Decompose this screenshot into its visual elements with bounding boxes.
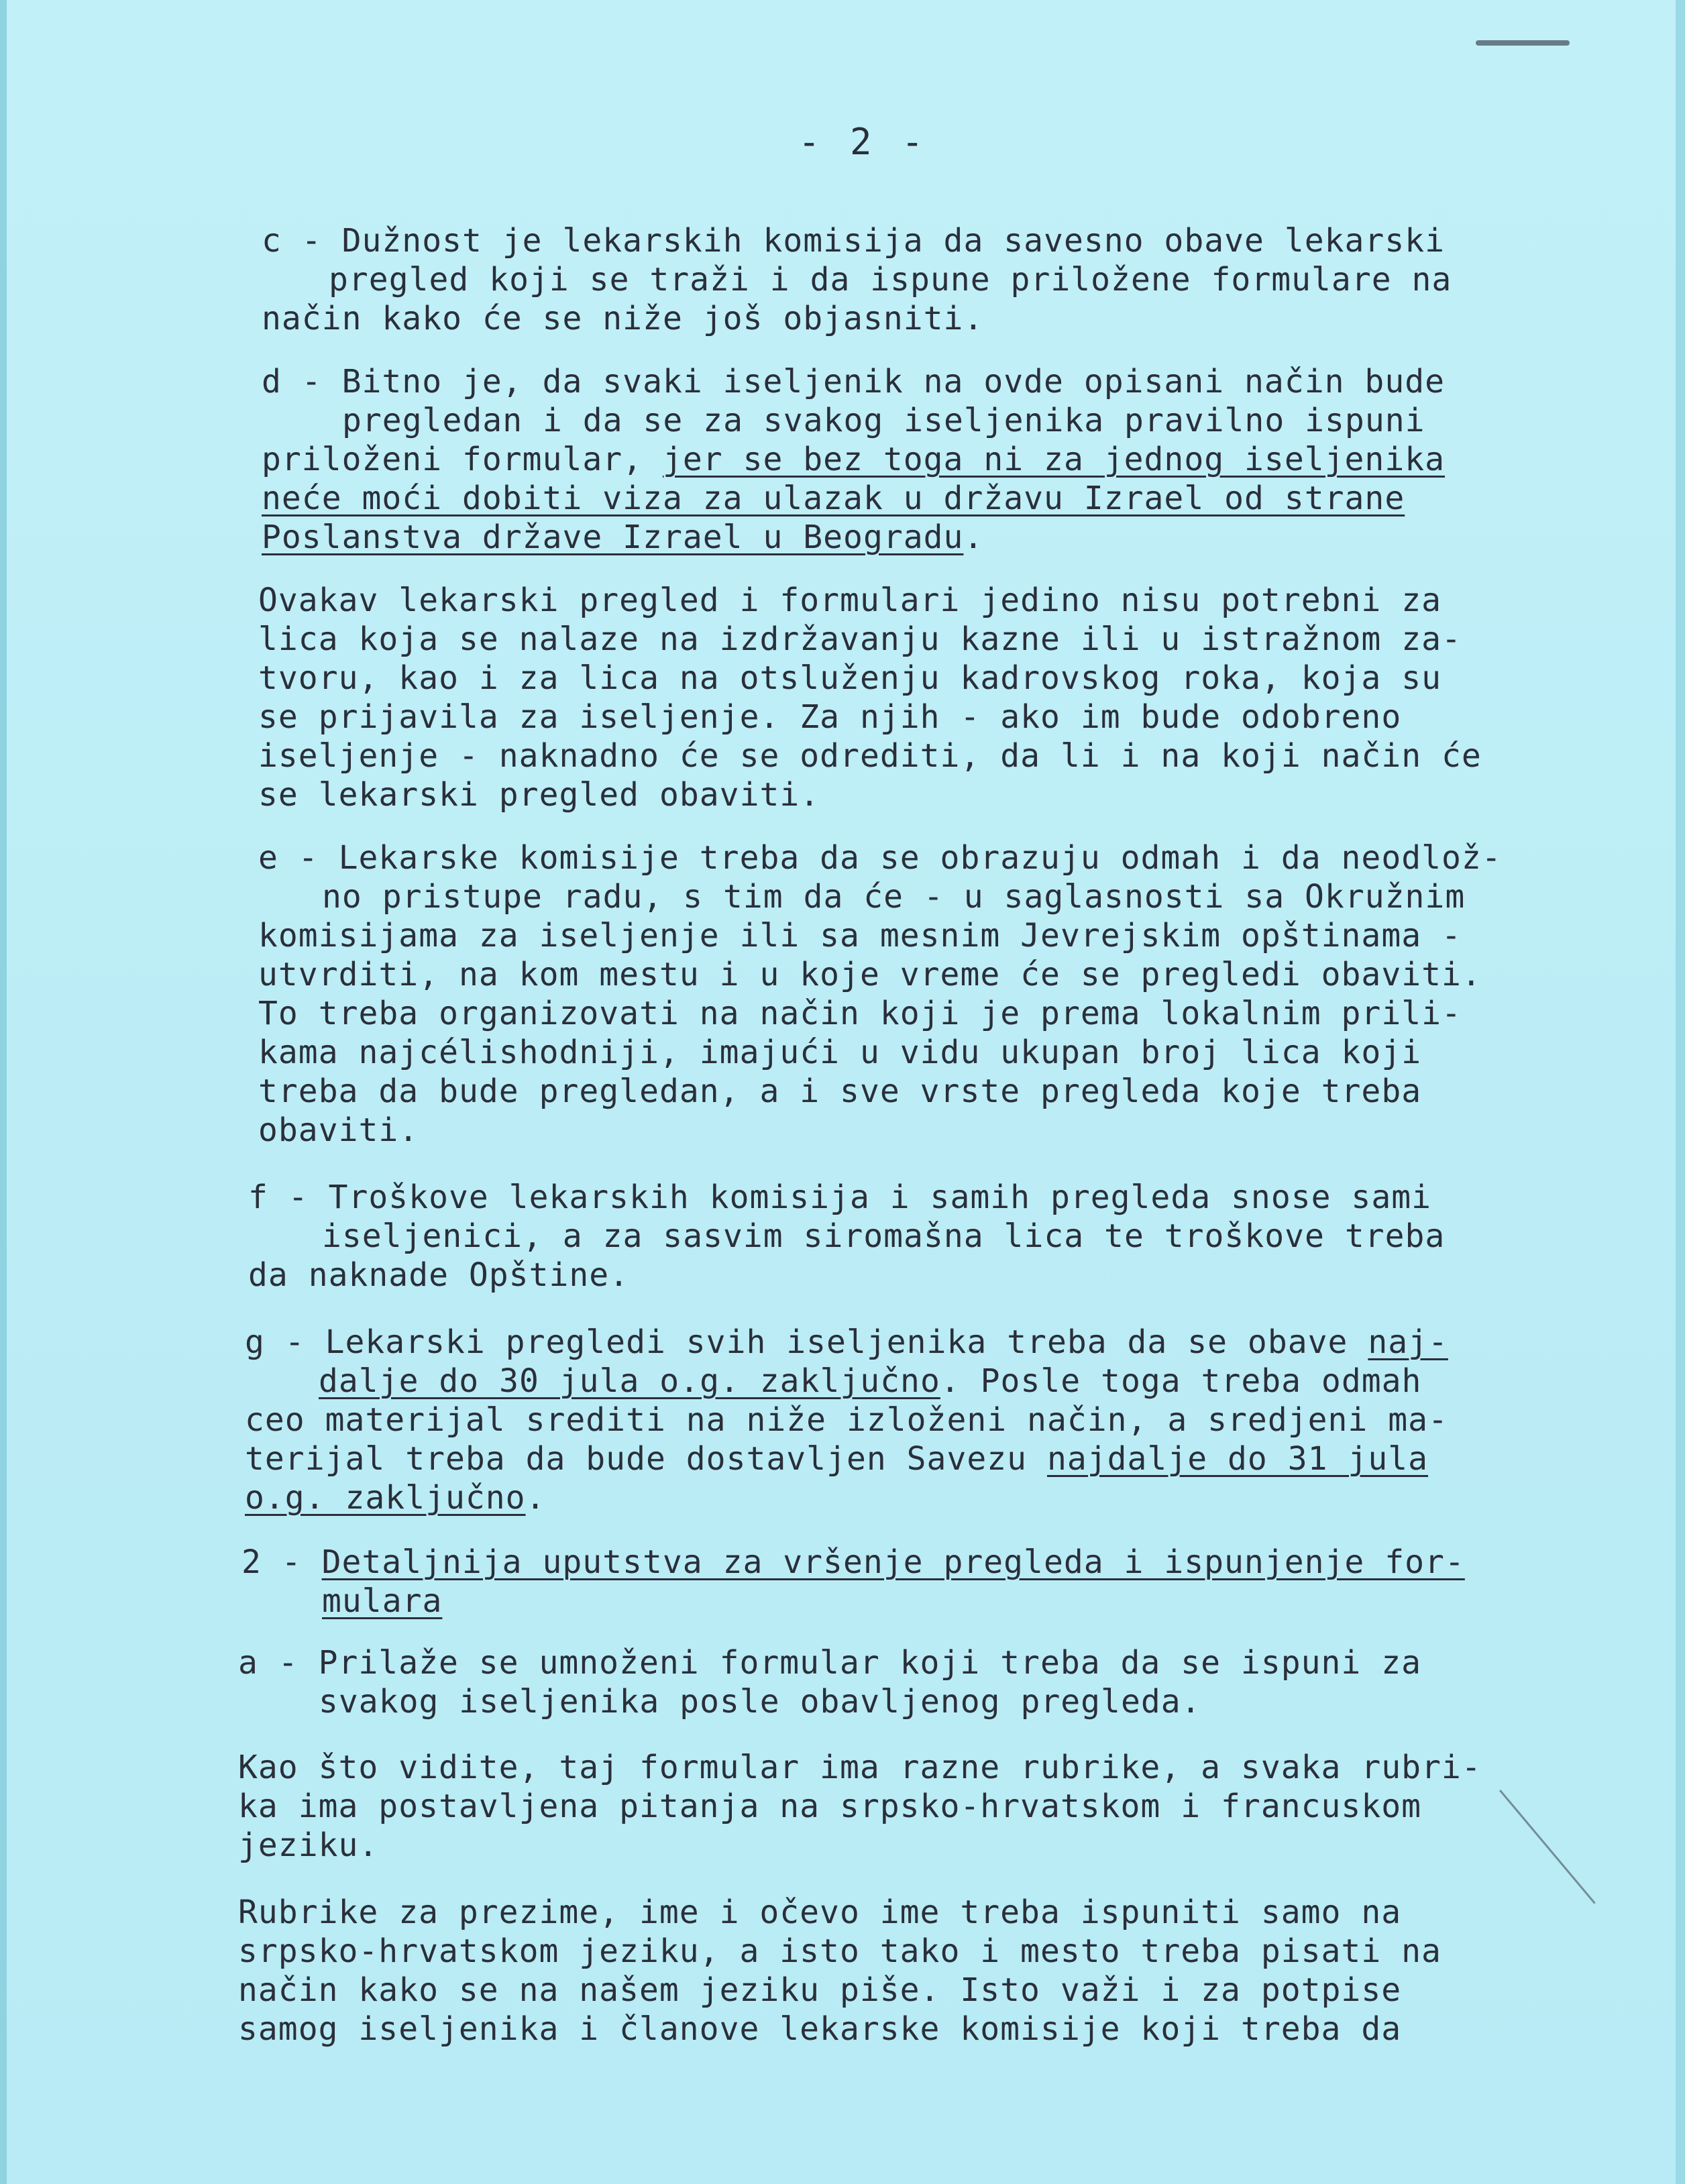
text-segment: se lekarski pregled obaviti. [258,776,820,814]
text-segment: priloženi formular, [262,441,663,478]
text-line [248,1178,1431,1217]
text-segment: lica koja se nalaze na izdržavanju kazne ili u istražnom za- [258,620,1462,658]
text-line [258,659,1442,698]
underlined-text: najdalje do 31 jula [1046,1440,1429,1478]
underlined-text: neće moći dobiti viza za ulazak u državu Izrael od strane [262,480,1405,517]
text-line [322,877,1465,916]
text-segment: pregledan i da se za svakog iseljenika pravilno ispuni [342,402,1425,439]
text-segment: svakog iseljenika posle obavljenog pregleda. [319,1683,1201,1721]
text-line [258,736,1482,775]
text-line [262,221,1445,260]
text-segment: 2 - [241,1543,322,1581]
text-segment: treba da bude pregledan, a i sve vrste pregleda koje treba [258,1073,1422,1110]
underlined-text: Poslanstva države Izrael u Beogradu [262,518,964,556]
underlined-text: o.g. zaključno [245,1479,526,1517]
text-segment: utvrditi, na kom mestu i u koje vreme će se pregledi obaviti. [258,956,1482,993]
text-segment: terijal treba da bude dostavljen Savezu [245,1440,1047,1478]
text-segment: kama najcélishodniji, imajući u vidu ukupan broj lica koji [258,1034,1422,1071]
text-segment: no pristupe radu, s tim da će - u saglasnosti sa Okružnim [322,878,1466,916]
text-line [238,1932,1442,1971]
text-segment: srpsko-hrvatskom jeziku, a isto tako i mesto treba pisati na [238,1932,1442,1970]
text-line [238,1826,378,1865]
text-segment: . [525,1479,546,1517]
text-segment: d - Bitno je, da svaki iseljenik na ovde opisani način bude [262,363,1446,400]
text-segment: ceo materijal srediti na niže izloženi način, a sredjeni ma- [245,1401,1448,1439]
text-line [258,775,820,814]
underlined-text: naj- [1368,1323,1448,1361]
text-line [258,620,1462,659]
text-line [245,1478,545,1517]
text-line [238,1748,1482,1787]
text-segment: obaviti. [258,1111,419,1149]
underlined-text: jer se bez toga ni za jednog iseljenika [662,441,1446,478]
text-segment: Kao što vidite, taj formular ima razne rubrike, a svaka rubri- [238,1749,1482,1786]
text-segment: g - Lekarski pregledi svih iseljenika treba da se obave [245,1323,1368,1361]
text-segment: . Posle toga treba odmah [940,1362,1422,1400]
pen-stroke [1499,1790,1596,1904]
text-segment: tvoru, kao i za lica na otsluženju kadrovskog roka, koja su [258,659,1442,697]
underlined-text: Detaljnija uputstva za vršenje pregleda i ispunjenje for- [321,1543,1465,1581]
text-line [262,479,1405,518]
text-line [238,1893,1401,1932]
text-line [262,518,983,557]
text-segment: f - Troškove lekarskih komisija i samih pregleda snose sami [248,1179,1432,1216]
text-line [258,955,1482,994]
text-segment: pregled koji se traži i da ispune priložene formulare na [329,261,1452,298]
text-line [245,1439,1428,1478]
text-segment: se prijavila za iseljenje. Za njih - ako im bude odobreno [258,698,1402,736]
text-line [319,1362,1421,1401]
text-line [322,1582,442,1621]
text-segment: Ovakav lekarski pregled i formulari jedino nisu potrebni za [258,582,1442,619]
text-line [248,1256,629,1295]
text-line [238,1971,1401,2010]
scan-edge-right [1676,0,1685,2184]
page-number: - 2 - [798,121,928,163]
text-line [241,1543,1465,1582]
text-line [329,260,1452,299]
text-segment: način kako se na našem jeziku piše. Isto važi i za potpise [238,1971,1402,2009]
text-segment: To treba organizovati na način koji je prema lokalnim prili- [258,995,1462,1032]
text-line [262,362,1445,401]
text-line [258,581,1442,620]
text-segment: Rubrike za prezime, ime i očevo ime treba ispuniti samo na [238,1894,1402,1931]
text-segment: c - Dužnost je lekarskih komisija da savesno obave lekarski [262,222,1446,260]
underlined-text: dalje do 30 jula o.g. zaključno [319,1362,940,1400]
underlined-text: mulara [322,1582,443,1620]
text-segment: samog iseljenika i članove lekarske komisije koji treba da [238,2010,1402,2048]
text-line [262,440,1445,479]
text-line [245,1401,1448,1439]
text-line [238,2010,1401,2049]
text-line [258,994,1462,1033]
text-segment: e - Lekarske komisije treba da se obrazuju odmah i da neodlož- [258,839,1502,877]
text-segment: komisijama za iseljenje ili sa mesnim Jevrejskim opštinama - [258,917,1462,954]
text-line [238,1643,1421,1682]
text-segment: iseljenje - naknadno će se odrediti, da li i na koji način će [258,737,1482,775]
text-segment: način kako će se niže još objasniti. [262,300,984,337]
text-segment: da naknade Opštine. [248,1256,630,1294]
text-segment: . [963,518,984,556]
text-line [258,1033,1421,1072]
text-segment: jeziku. [238,1826,379,1864]
text-line [258,1072,1421,1111]
text-line [258,1111,419,1150]
text-segment: a - Prilaže se umnoženi formular koji treba da se ispuni za [238,1644,1422,1682]
text-line [245,1323,1448,1362]
scan-edge-left [0,0,7,2184]
text-line [319,1682,1201,1721]
text-segment: iseljenici, a za sasvim siromašna lica te troškove treba [322,1217,1446,1255]
text-segment: ka ima postavljena pitanja na srpsko-hrvatskom i francuskom [238,1788,1422,1825]
text-line [342,401,1425,440]
text-line [262,299,983,338]
text-line [258,916,1462,955]
scan-mark [1476,40,1570,46]
text-line [258,838,1502,877]
text-line [322,1217,1445,1256]
text-line [258,698,1401,736]
text-line [238,1787,1421,1826]
